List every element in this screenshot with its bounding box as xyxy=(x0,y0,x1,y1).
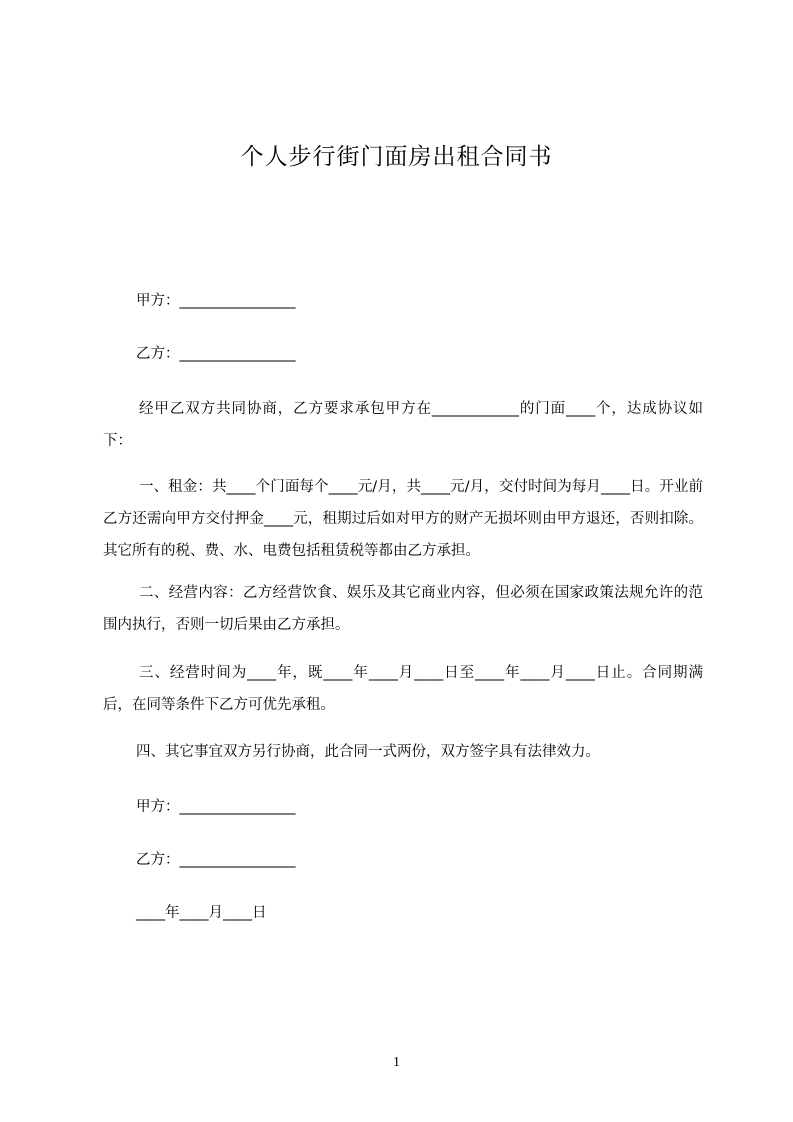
document-title: 个人步行街门面房出租合同书 xyxy=(240,144,553,170)
clause-other-matters: 四、其它事宜双方另行协商，此合同一式两份，双方签字具有法律效力。 xyxy=(136,744,600,760)
signing-date: ____年____月____日 xyxy=(136,905,267,921)
clause-business-content: 二、经营内容：乙方经营饮食、娱乐及其它商业内容，但必须在国家政策法规允许的范围内执行，否则一切后果由乙方承担。 xyxy=(103,585,703,633)
party-a-header: 甲方：________________ xyxy=(136,293,296,309)
clause-business-period: 三、经营时间为____年，既____年____月____日至____年____月____日止。合同期满后，在同等条件下乙方可优先承租。 xyxy=(103,665,703,713)
party-a-signature: 甲方：________________ xyxy=(136,799,296,815)
party-b-signature: 乙方：________________ xyxy=(136,852,296,868)
page-number: 1 xyxy=(393,1055,400,1070)
party-b-header: 乙方：________________ xyxy=(136,346,296,362)
clause-rent: 一、租金：共____个门面每个____元/月，共____元/月，交付时间为每月____日。开业前乙方还需向甲方交付押金____元，租期过后如对甲方的财产无损坏则由甲方退还，否则扣除。其它所有的税、费、水、电费包括租赁税等都由乙方承担。 xyxy=(103,479,703,559)
intro-paragraph: 经甲乙双方共同协商，乙方要求承包甲方在____________的门面____个，达成协议如下： xyxy=(103,401,703,449)
